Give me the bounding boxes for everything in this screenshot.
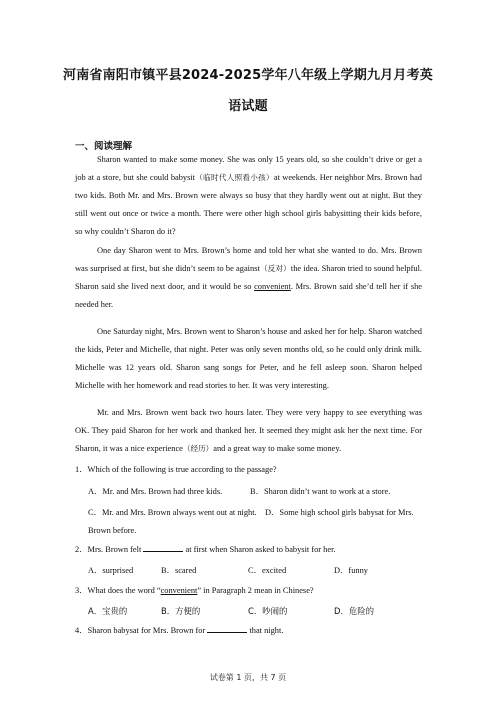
q2-option-d[interactable]: D．funny xyxy=(334,566,368,575)
passage-paragraph-3 xyxy=(75,323,422,395)
q4-stem-a: 4．Sharon babysat for Mrs. Brown for xyxy=(75,626,206,635)
q1-option-a[interactable]: A．Mr. and Mrs. Brown had three kids. xyxy=(88,487,223,496)
p1-text-a: Sharon wanted to make some money. She was only 15 years old, so she couldn’t drive or get a job at a store, but she could babysit xyxy=(75,155,422,182)
passage-paragraph-1 xyxy=(75,151,422,241)
question-2-stem xyxy=(75,541,425,559)
exam-title-line-1: 河南省南阳市镇平县2024-2025学年八年级上学期九月月考英 xyxy=(63,68,433,83)
p2-text-a: One day Sharon went to Mrs. Brown’s home and told her what she wanted to do. Mrs. Brown was surprised at first, but she didn’t seem to be against xyxy=(75,246,422,273)
p4-text-a: Mr. and Mrs. Brown went back two hours later. They were very happy to see everything was OK. They paid Sharon for her work and thanked her. It seemed they might ask her the next time. For Sharon, it was a nice experience xyxy=(75,408,422,453)
exam-title-line-2: 语试题 xyxy=(228,99,268,114)
q1-option-c[interactable]: C．Mr. and Mrs. Brown always went out at night. xyxy=(88,508,257,517)
p3-text: One Saturday night, Mrs. Brown went to Sharon’s house and asked her for help. Sharon watched the kids, Peter and Michelle, that night. Peter was only seven months old, so he could only drink milk. Michelle was 12 years old. Sharon sang songs for Peter, and he fell asleep soon. Sharon helped Michelle with her homework and read stories to her. It was very interesting. xyxy=(75,327,422,390)
passage-paragraph-4 xyxy=(75,404,422,458)
p1-gloss: （临时代人照看小孩） xyxy=(195,173,274,182)
q3-option-b[interactable]: B．方便的 xyxy=(161,606,201,616)
q2-answer-blank[interactable] xyxy=(143,543,183,552)
q3-option-d[interactable]: D．危险的 xyxy=(334,606,374,616)
q2-option-c[interactable]: C．excited xyxy=(248,566,287,575)
q2-stem-a: 2．Mrs. Brown felt xyxy=(75,545,142,554)
question-3-stem xyxy=(75,582,425,600)
q3-option-c[interactable]: C．吵闹的 xyxy=(248,606,288,616)
q3-stem-b: ” in Paragraph 2 mean in Chinese? xyxy=(197,586,314,595)
question-4-stem xyxy=(75,622,425,640)
q4-answer-blank[interactable] xyxy=(207,624,247,633)
q1-option-d-continued: Brown before. xyxy=(88,526,137,535)
p2-text-b: the idea. Sharon tried to sound helpful. Sharon said she lived next door, and it would be so xyxy=(75,264,422,291)
p2-underlined-word: convenient xyxy=(254,282,291,291)
p2-text-c: . Mrs. Brown said she’d tell her if she needed her. xyxy=(75,282,422,309)
q2-option-b[interactable]: B．scared xyxy=(161,566,197,575)
section-heading: 一、阅读理解 xyxy=(75,141,133,152)
passage-paragraph-2 xyxy=(75,242,422,314)
q3-option-a[interactable]: A．宝贵的 xyxy=(88,606,128,616)
q1-option-b[interactable]: B．Sharon didn’t want to work at a store. xyxy=(250,487,391,496)
question-1-stem: 1．Which of the following is true according to the passage? xyxy=(75,465,277,474)
p2-gloss: （反对） xyxy=(259,264,291,273)
q1-option-d[interactable]: D．Some high school girls babysat for Mrs. xyxy=(265,508,414,517)
q2-stem-b: at first when Sharon asked to babysit for her. xyxy=(185,545,336,554)
page-footer: 试卷第 1 页，共 7 页 xyxy=(209,673,287,682)
q2-option-a[interactable]: A．surprised xyxy=(88,566,134,575)
p4-gloss: （经历） xyxy=(182,444,214,453)
p1-text-b: at weekends. Her neighbor Mrs. Brown had two kids. Both Mr. and Mrs. Brown were always so busy that they hardly went out at night. But they still went out once or twice a month. There were other high school girls babysitting their kids before, so why couldn’t Sharon do it? xyxy=(75,173,422,236)
p4-text-b: and a great way to make some money. xyxy=(213,444,342,453)
q3-underlined-word: convenient xyxy=(160,586,198,595)
q4-stem-b: that night. xyxy=(249,626,284,635)
q3-stem-a: 3．What does the word “ xyxy=(75,586,161,595)
